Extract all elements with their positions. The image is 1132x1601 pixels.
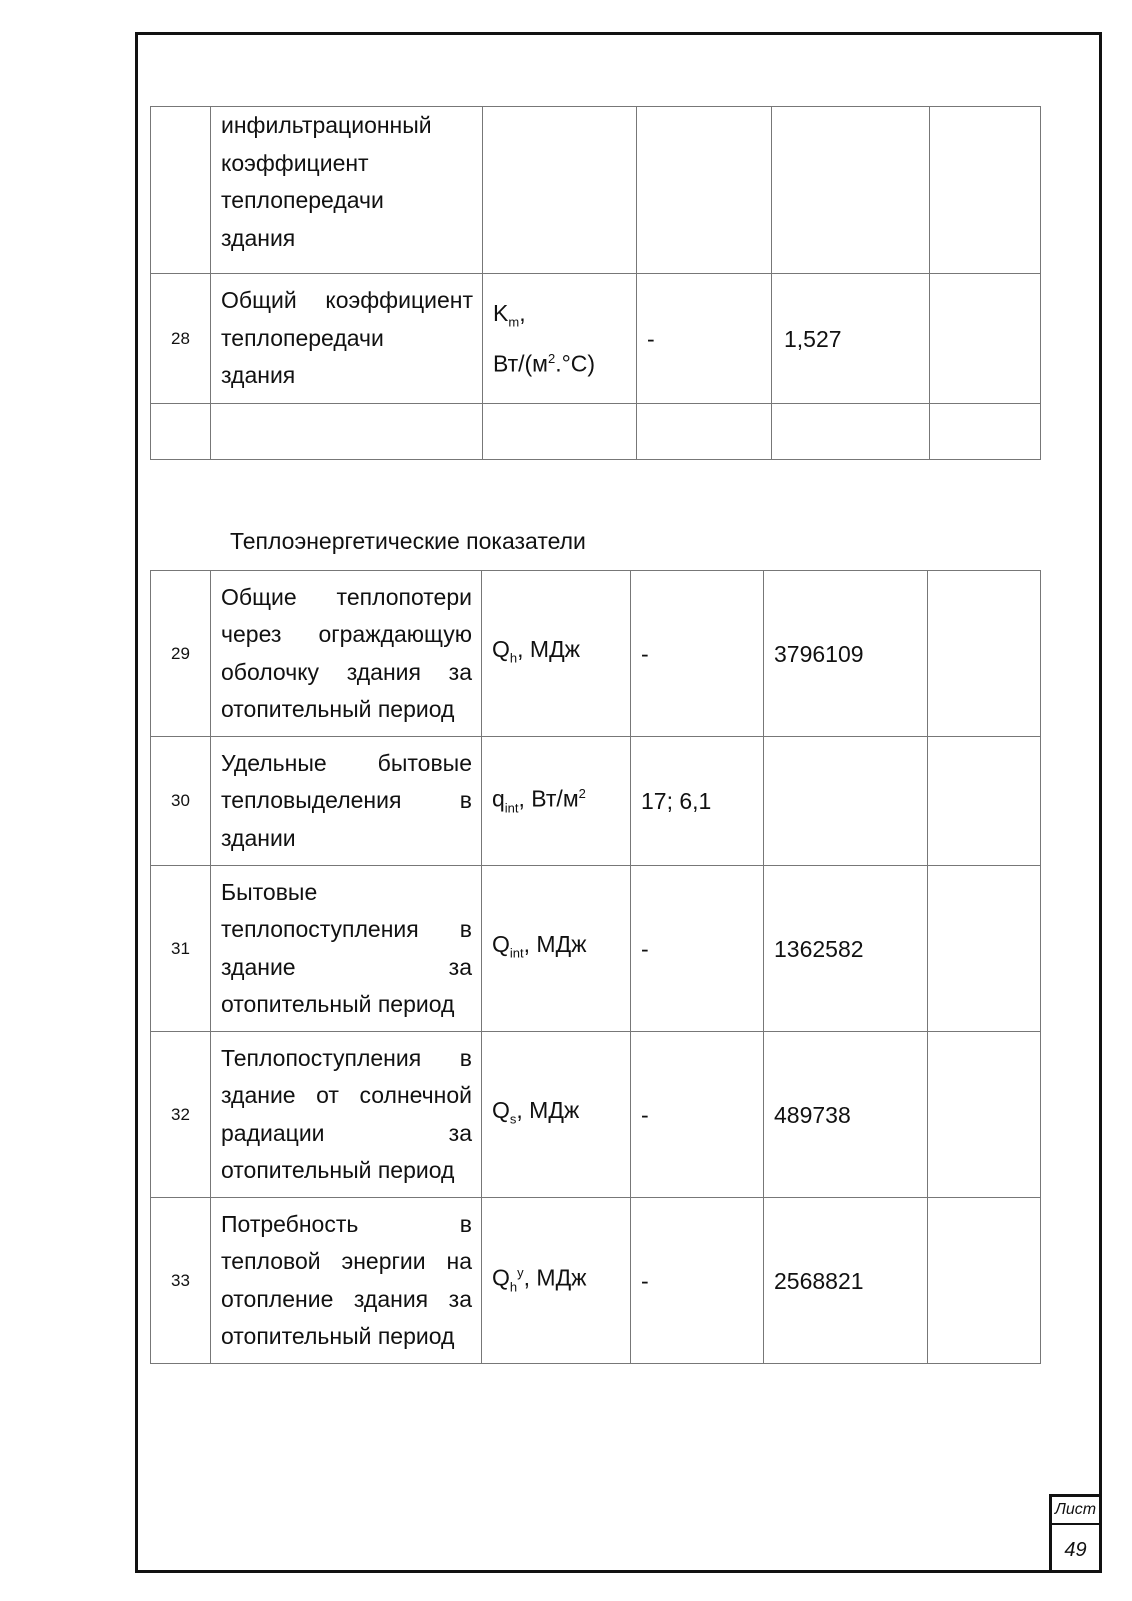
parameter-name: Потребность в тепловой энергии на отопление здания за отопительный период: [211, 1198, 482, 1364]
parameter-name: Удельные бытовые тепловыделения в здании: [211, 737, 482, 866]
row-number: 31: [151, 866, 211, 1032]
normative-cell: -: [631, 1032, 764, 1198]
extra-cell: [930, 107, 1041, 274]
sheet-number: 49: [1064, 1539, 1087, 1561]
extra-cell: [928, 1198, 1041, 1364]
sheet-number-box: [1049, 1494, 1102, 1573]
extra-cell: [928, 1032, 1041, 1198]
table-row: [151, 1032, 1041, 1198]
sheet-label: Лист: [1052, 1497, 1099, 1525]
value-cell: 1,527: [772, 274, 930, 404]
unit-cell: $Q_h$, МДж: [482, 571, 631, 737]
table-row: [151, 107, 1041, 274]
normative-cell: -: [637, 274, 772, 404]
value-cell: 489738: [764, 1032, 928, 1198]
normative-cell: -: [631, 866, 764, 1032]
row-number: 33: [151, 1198, 211, 1364]
row-number: [151, 107, 211, 274]
table-thermal-energy: [150, 570, 1041, 1364]
extra-cell: [928, 737, 1041, 866]
normative-cell: -: [631, 1198, 764, 1364]
normative-cell: [637, 404, 772, 460]
row-number: 29: [151, 571, 211, 737]
table-row: [151, 1198, 1041, 1364]
unit-cell: [483, 107, 637, 274]
unit-cell: $K_m$, $Вт/(м^2.^\circ С)$: [483, 274, 637, 404]
parameter-name: Общий коэффициент теплопередачи здания: [211, 274, 483, 404]
table-row: [151, 571, 1041, 737]
extra-cell: [930, 404, 1041, 460]
value-cell: [772, 404, 930, 460]
parameter-name: инфильтрационный коэффициент теплопередачи здания: [211, 107, 483, 274]
section-heading: Теплоэнергетические показатели: [230, 528, 586, 554]
row-number: 28: [151, 274, 211, 404]
table-thermal-part1: [150, 106, 1041, 460]
unit-cell: $Q_s$, МДж: [482, 1032, 631, 1198]
table-row: [151, 866, 1041, 1032]
extra-cell: [928, 571, 1041, 737]
parameter-name: Бытовые теплопоступления в здание за отопительный период: [211, 866, 482, 1032]
value-cell: 2568821: [764, 1198, 928, 1364]
table-row: [151, 404, 1041, 460]
value-cell: [772, 107, 930, 274]
value-cell: 1362582: [764, 866, 928, 1032]
unit-cell: $Q_h^y$, МДж: [482, 1198, 631, 1364]
extra-cell: [928, 866, 1041, 1032]
normative-cell: [637, 107, 772, 274]
row-number: 32: [151, 1032, 211, 1198]
value-cell: 3796109: [764, 571, 928, 737]
normative-cell: 17; 6,1: [631, 737, 764, 866]
value-cell: [764, 737, 928, 866]
unit-cell: $q_{int}$, $Вт/м^2$: [482, 737, 631, 866]
table-row: [151, 274, 1041, 404]
table-row: [151, 737, 1041, 866]
unit-cell: [483, 404, 637, 460]
row-number: [151, 404, 211, 460]
parameter-name: Теплопоступления в здание от солнечной радиации за отопительный период: [211, 1032, 482, 1198]
parameter-name: Общие теплопотери через ограждающую оболочку здания за отопительный период: [211, 571, 482, 737]
extra-cell: [930, 274, 1041, 404]
parameter-name: [211, 404, 483, 460]
normative-cell: -: [631, 571, 764, 737]
row-number: 30: [151, 737, 211, 866]
unit-cell: $Q_{int}$, МДж: [482, 866, 631, 1032]
